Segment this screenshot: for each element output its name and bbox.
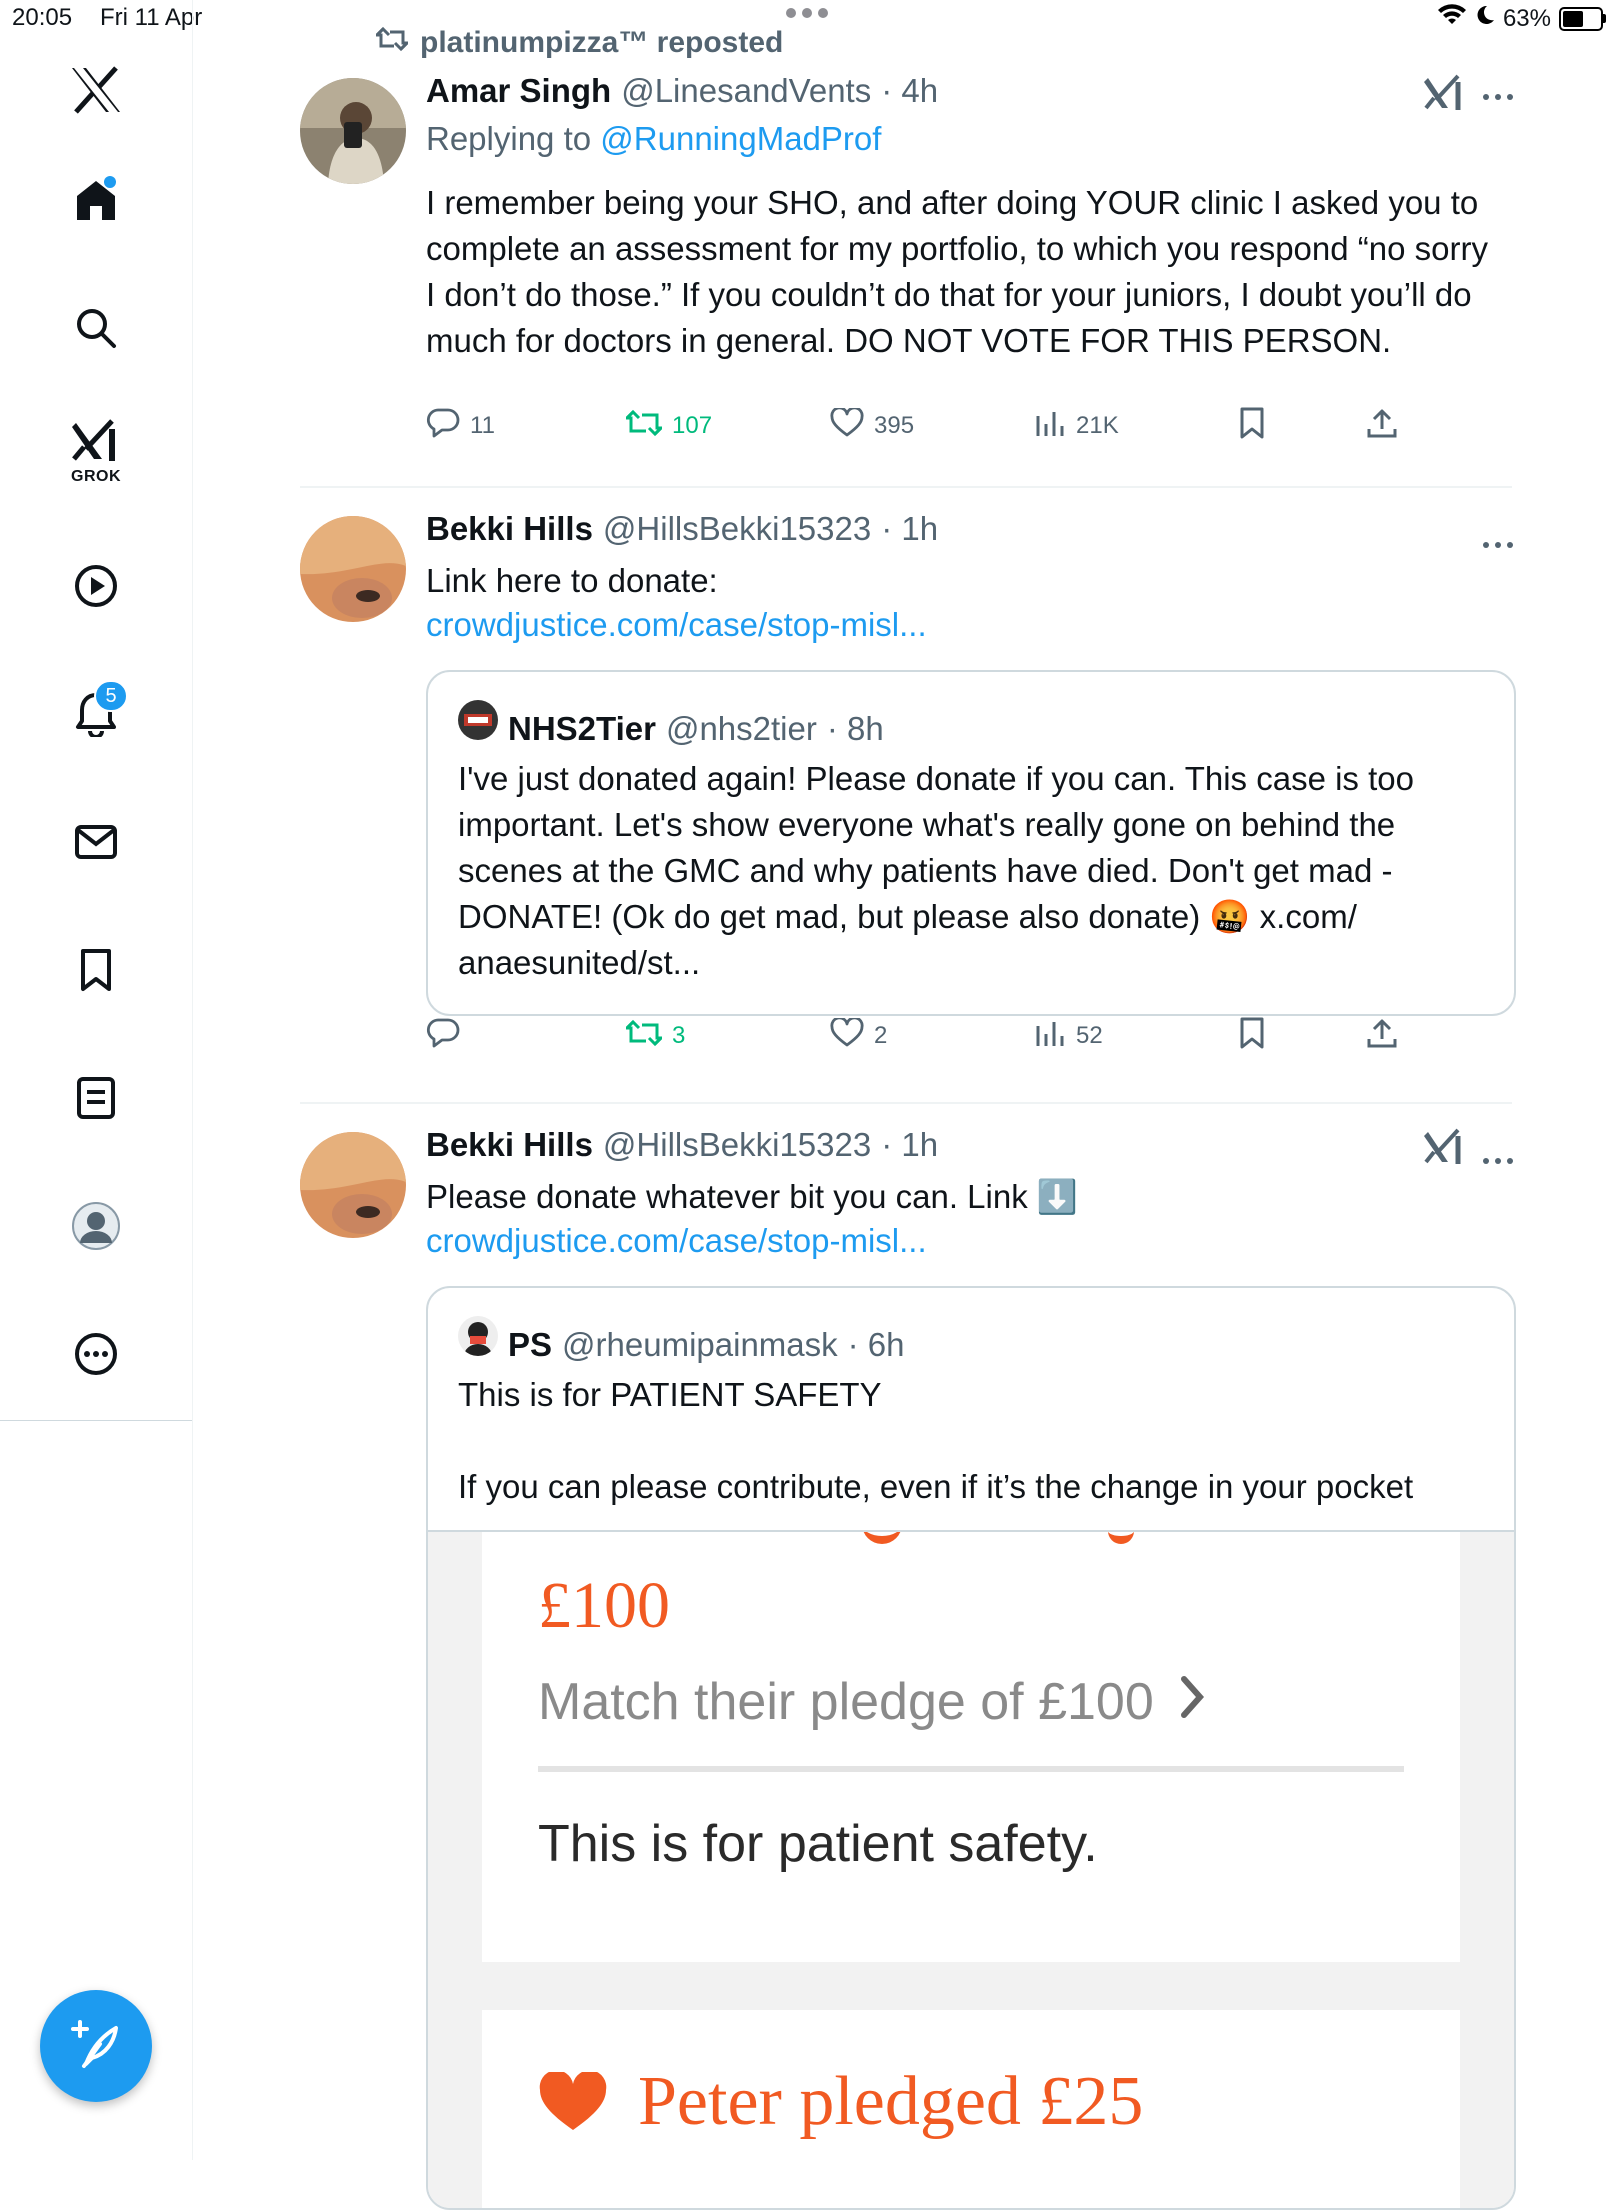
compose-feather-icon	[70, 2018, 122, 2075]
tweet-text: I remember being your SHO, and after doing YOUR clinic I asked you to complete an assessment for my portfolio, to which you respond “no sorry I don’t do those.” If you couldn’t do that for your juniors, I doubt you’ll do much for doctors in general. DO NOT VOTE FOR THIS PERSON.	[426, 184, 1488, 359]
repost-button[interactable]	[626, 1019, 685, 1054]
x-logo-icon[interactable]	[56, 50, 136, 130]
quote-author-name: PS	[508, 1326, 553, 1363]
heart-icon	[830, 1018, 864, 1055]
notifications-badge: 5	[94, 680, 128, 712]
grok-label: GROK	[71, 467, 121, 485]
battery-icon	[1559, 7, 1603, 31]
views-count: 52	[1076, 1022, 1103, 1049]
compose-button[interactable]	[40, 1990, 152, 2102]
views-button[interactable]	[1034, 408, 1119, 445]
author-handle[interactable]: @HillsBekki15323	[602, 1126, 872, 1163]
home-unread-dot	[104, 176, 116, 188]
quote-author-handle: @rheumipainmask	[562, 1326, 838, 1363]
pledge-amount: £100	[538, 1569, 670, 1642]
repost-button[interactable]	[626, 409, 712, 444]
cropped-text-fragment	[1108, 1530, 1134, 1544]
match-pledge-text: Match their pledge of £100	[538, 1673, 1154, 1731]
reply-count: 11	[470, 412, 495, 439]
quote-text: I've just donated again! Please donate if you can. This case is too important. Let's show everyone what's really gone on behind the scenes at the GMC and why patients have died. Don't get mad - DONATE! (Ok do get mad, but please also donate) 🤬 x.com/ anaesunited/st...	[458, 760, 1414, 981]
wifi-icon	[1437, 4, 1467, 33]
reply-button[interactable]	[426, 1017, 470, 1056]
quote-tweet-card[interactable]	[426, 1286, 1516, 2210]
repost-icon	[626, 1019, 662, 1054]
tweet-more-icon[interactable]	[1482, 1140, 1514, 1174]
like-button[interactable]	[830, 1018, 887, 1055]
battery-percent: 63%	[1502, 4, 1551, 32]
share-button[interactable]	[1366, 1017, 1398, 1056]
repost-count: 3	[672, 1022, 686, 1049]
like-count: 395	[874, 412, 915, 439]
avatar[interactable]	[300, 78, 406, 184]
nav-profile[interactable]	[56, 1188, 136, 1268]
quote-time: · 6h	[847, 1326, 905, 1363]
grok-explain-icon[interactable]	[1424, 1126, 1464, 1171]
nav-grok[interactable]	[56, 412, 136, 492]
quote-avatar	[458, 700, 498, 740]
nav-bookmarks[interactable]	[56, 932, 136, 1012]
views-chart-icon	[1034, 408, 1066, 445]
nav-lists[interactable]	[56, 1060, 136, 1140]
views-chart-icon	[1034, 1018, 1066, 1055]
sidebar-divider	[0, 1420, 192, 1421]
list-icon	[76, 1076, 116, 1125]
nav-notifications[interactable]	[56, 676, 136, 756]
play-icon	[74, 564, 118, 613]
battery-level	[1563, 11, 1583, 27]
replying-label: Replying to	[426, 120, 592, 157]
nav-video[interactable]	[56, 548, 136, 628]
cropped-text-fragment	[862, 1530, 902, 1544]
bookmark-icon	[78, 948, 114, 997]
repost-banner[interactable]	[376, 26, 783, 60]
quote-header	[458, 1316, 905, 1364]
like-button[interactable]	[830, 408, 914, 445]
bookmark-icon	[1238, 406, 1266, 447]
share-button[interactable]	[1366, 407, 1398, 446]
repost-banner-text: platinumpizza™ reposted	[420, 26, 784, 59]
avatar[interactable]	[300, 516, 406, 622]
grok-explain-icon[interactable]	[1424, 72, 1464, 117]
replying-to-handle[interactable]: @RunningMadProf	[600, 120, 882, 157]
quote-author-handle: @nhs2tier	[665, 710, 817, 747]
reply-icon	[426, 1017, 460, 1056]
quote-time: · 8h	[826, 710, 884, 747]
heart-icon	[830, 408, 864, 445]
bookmark-button[interactable]	[1238, 406, 1266, 447]
views-count: 21K	[1076, 412, 1119, 439]
profile-avatar-icon	[71, 1201, 121, 1256]
moon-icon	[1475, 4, 1495, 33]
nav-explore[interactable]	[56, 290, 136, 370]
author-handle[interactable]: @HillsBekki15323	[602, 510, 872, 547]
multitask-dots-icon[interactable]	[784, 6, 830, 25]
quote-tweet-card[interactable]	[426, 670, 1516, 1016]
reply-icon	[426, 407, 460, 446]
author-handle[interactable]: @LinesandVents	[621, 72, 872, 109]
tweet-time[interactable]: · 4h	[881, 72, 939, 109]
repost-icon	[626, 409, 662, 444]
mail-icon	[74, 822, 118, 867]
chevron-right-icon	[1178, 1672, 1206, 1732]
quote-header	[458, 700, 884, 748]
reply-button[interactable]	[426, 407, 495, 446]
quote-text-line1: This is for PATIENT SAFETY	[458, 1376, 882, 1413]
views-button[interactable]	[1034, 1018, 1103, 1055]
bookmark-icon	[1238, 1016, 1266, 1057]
pledge-name-text: Peter pledged £25	[638, 2063, 1144, 2140]
match-pledge-row	[538, 1672, 1206, 1732]
avatar[interactable]	[300, 1132, 406, 1238]
share-icon	[1366, 1017, 1398, 1056]
like-count: 2	[874, 1022, 888, 1049]
status-right	[1437, 4, 1606, 33]
replying-to	[426, 120, 881, 158]
tweet-header	[426, 510, 938, 548]
more-circle-icon	[74, 1332, 118, 1381]
bookmark-button[interactable]	[1238, 1016, 1266, 1057]
pledge-card	[482, 2010, 1460, 2210]
author-name[interactable]: Amar Singh	[426, 72, 612, 109]
quote-author-name: NHS2Tier	[508, 710, 656, 747]
quote-text-line2: If you can please contribute, even if it’s the change in your pocket	[458, 1468, 1414, 1505]
status-time: 20:05	[12, 4, 73, 31]
tweet-more-icon[interactable]	[1482, 524, 1514, 558]
grok-icon	[72, 419, 120, 468]
tweet-more-icon[interactable]	[1482, 76, 1514, 110]
search-icon	[74, 306, 118, 355]
quote-image[interactable]	[428, 1530, 1514, 2210]
tweet-text: Please donate whatever bit you can. Link ⬇️	[426, 1178, 1078, 1215]
pledge-message: This is for patient safety.	[538, 1815, 1098, 1873]
quote-avatar	[458, 1316, 498, 1356]
nav-messages[interactable]	[56, 804, 136, 884]
pledge-card	[482, 1532, 1460, 1962]
status-date: Fri 11 Apr	[100, 4, 203, 31]
tweet-time[interactable]: · 1h	[881, 1126, 939, 1163]
repost-icon	[376, 26, 408, 60]
tweet-divider	[300, 486, 1512, 488]
author-name[interactable]: Bekki Hills	[426, 510, 593, 547]
tweet-link[interactable]: crowdjustice.com/case/stop-misl...	[426, 1222, 927, 1259]
pledge-divider	[538, 1766, 1404, 1772]
author-name[interactable]: Bekki Hills	[426, 1126, 593, 1163]
nav-home[interactable]	[56, 162, 136, 242]
tweet-header	[426, 72, 938, 110]
nav-more[interactable]	[56, 1316, 136, 1396]
tweet-link[interactable]: crowdjustice.com/case/stop-misl...	[426, 606, 927, 643]
share-icon	[1366, 407, 1398, 446]
tweet-header	[426, 1126, 938, 1164]
tweet-divider	[300, 1102, 1512, 1104]
heart-filled-icon	[538, 2072, 608, 2139]
tweet-text: Link here to donate:	[426, 562, 718, 599]
repost-count: 107	[672, 412, 713, 439]
tweet-time[interactable]: · 1h	[881, 510, 939, 547]
